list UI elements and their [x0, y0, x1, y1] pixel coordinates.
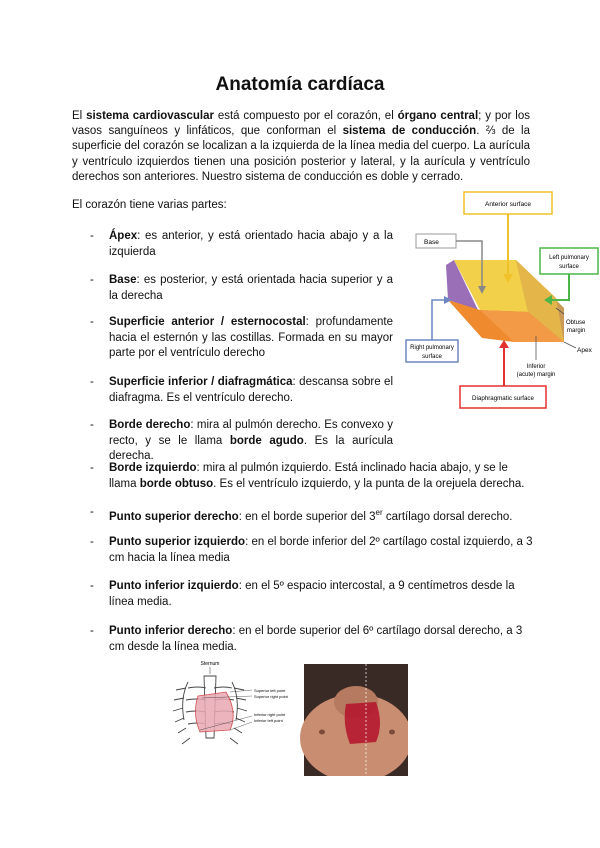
inferior-margin-label: Inferior	[526, 364, 546, 370]
left-pulmonary-label: Left pulmonary	[549, 255, 589, 261]
svg-text:surface: surface	[422, 354, 442, 360]
svg-text:margin: margin	[567, 328, 586, 334]
diaphragmatic-surface-label: Diaphragmatic surface	[472, 395, 534, 402]
svg-text:Inferior left point: Inferior left point	[254, 718, 283, 723]
obtuse-margin-label: Obtuse	[566, 320, 586, 326]
svg-text:(acute) margin: (acute) margin	[516, 372, 556, 378]
intro-paragraph: El sistema cardiovascular está compuesto por el corazón, el órgano central; y por los vasos sanguíneos y linfáticos, que conforman el sistema de conducción. ⅔ de la superficie del corazón se localizan a la izquierda de la línea media del cuerpo. La aurícula y ventrículo izquierdos tienen una posición posterior y lateral, y la aurícula y ventrículo derechos son anteriores. Nuestro sistema de conducción es doble y cerrado.	[72, 110, 530, 183]
page-title: Anatomía cardíaca	[215, 74, 385, 95]
apex-label: Apex	[577, 347, 592, 354]
parts-intro: El corazón tiene varias partes:	[72, 199, 227, 211]
svg-text:Superior right point: Superior right point	[254, 694, 288, 699]
sternum-label: Sternum	[200, 661, 220, 667]
right-pulmonary-label: Right pulmonary	[410, 345, 454, 351]
svg-text:Inferior right point: Inferior right point	[254, 712, 286, 717]
base-label: Base	[424, 239, 439, 246]
svg-text:surface: surface	[559, 264, 579, 270]
anterior-surface-label: Anterior surface	[485, 201, 531, 208]
heart-projection-figure	[170, 658, 408, 776]
heart-surfaces-diagram	[404, 190, 600, 416]
svg-text:Superior left point: Superior left point	[254, 688, 286, 693]
